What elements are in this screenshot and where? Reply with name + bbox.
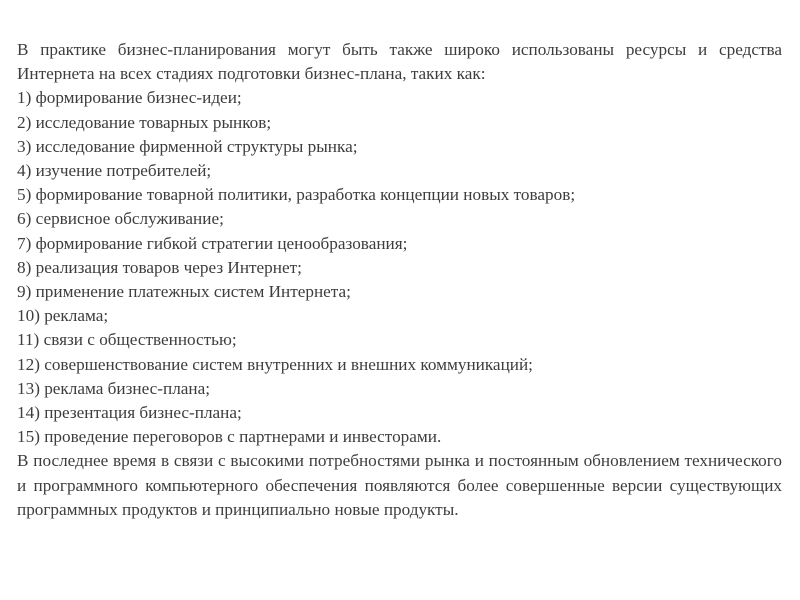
- document-body: [17, 38, 782, 522]
- list-item: 1) формирование бизнес-идеи;: [17, 88, 242, 108]
- list-item: 14) презентация бизнес-плана;: [17, 403, 242, 423]
- list-item: 12) совершенствование систем внутренних и внешних коммуникаций;: [17, 354, 533, 374]
- outro-paragraph: В последнее время в связи с высокими потребностями рынка и постоянным обновлением технического и программного компьютерного обеспечения появляются более совершенные версии существующих программных продуктов и принципиально новые продукты.: [17, 451, 782, 519]
- list-item: 10) реклама;: [17, 306, 109, 326]
- list-item: 15) проведение переговоров с партнерами и инвесторами.: [17, 427, 442, 447]
- list-item: 8) реализация товаров через Интернет;: [17, 257, 302, 277]
- list-item: 5) формирование товарной политики, разработка концепции новых товаров;: [17, 185, 576, 205]
- list-item: 11) связи с общественностью;: [17, 330, 237, 350]
- list-item: 2) исследование товарных рынков;: [17, 112, 272, 132]
- list-item: 3) исследование фирменной структуры рынка;: [17, 136, 358, 156]
- stages-list: [17, 86, 782, 449]
- list-item: 13) реклама бизнес-плана;: [17, 378, 211, 398]
- list-item: 7) формирование гибкой стратегии ценообразования;: [17, 233, 408, 253]
- intro-paragraph: В практике бизнес-планирования могут быть также широко использованы ресурсы и средства Интернета на всех стадиях подготовки бизнес-плана, таких как:: [17, 40, 782, 84]
- list-item: 9) применение платежных систем Интернета;: [17, 282, 351, 302]
- list-item: 6) сервисное обслуживание;: [17, 209, 224, 229]
- list-item: 4) изучение потребителей;: [17, 161, 212, 181]
